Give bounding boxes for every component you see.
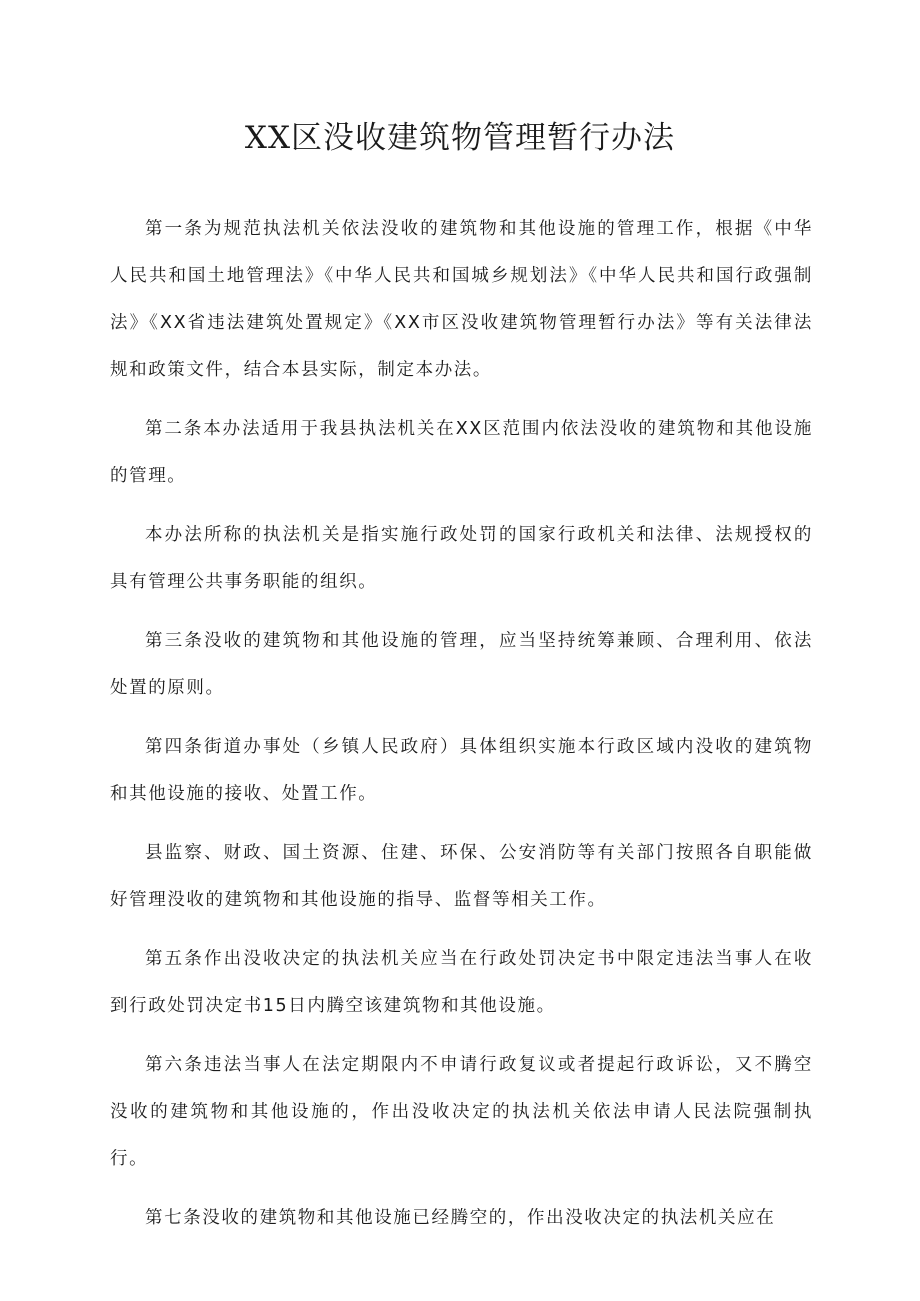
article-4-paragraph: 第四条街道办事处（乡镇人民政府）具体组织实施本行政区域内没收的建筑物和其他设施的接收、处置工作。 bbox=[110, 737, 813, 804]
article-5-paragraph: 第五条作出没收决定的执法机关应当在行政处罚决定书中限定违法当事人在收到行政处罚决定书15日内腾空该建筑物和其他设施。 bbox=[110, 949, 813, 1016]
enforcement-agency-definition-paragraph: 本办法所称的执法机关是指实施行政处罚的国家行政机关和法律、法规授权的具有管理公共事务职能的组织。 bbox=[110, 525, 813, 592]
article-7-paragraph: 第七条没收的建筑物和其他设施已经腾空的，作出没收决定的执法机关应在 bbox=[145, 1208, 776, 1228]
document-title: XX区没收建筑物管理暂行办法 bbox=[244, 120, 676, 156]
article-3-paragraph: 第三条没收的建筑物和其他设施的管理，应当坚持统筹兼顾、合理利用、依法处置的原则。 bbox=[110, 631, 813, 698]
article-6-paragraph: 第六条违法当事人在法定期限内不申请行政复议或者提起行政诉讼，又不腾空没收的建筑物和其他设施的，作出没收决定的执法机关依法申请人民法院强制执行。 bbox=[110, 1055, 813, 1169]
article-2-paragraph: 第二条本办法适用于我县执法机关在XX区范围内依法没收的建筑物和其他设施的管理。 bbox=[110, 419, 813, 486]
document-body bbox=[110, 206, 813, 1242]
article-1-paragraph: 第一条为规范执法机关依法没收的建筑物和其他设施的管理工作，根据《中华人民共和国土地管理法》《中华人民共和国城乡规划法》《中华人民共和国行政强制法》《XX省违法建筑处置规定》《XX市区没收建筑物管理暂行办法》等有关法律法规和政策文件，结合本县实际，制定本办法。 bbox=[110, 219, 813, 380]
departments-duties-paragraph: 县监察、财政、国土资源、住建、环保、公安消防等有关部门按照各自职能做好管理没收的建筑物和其他设施的指导、监督等相关工作。 bbox=[110, 843, 813, 910]
